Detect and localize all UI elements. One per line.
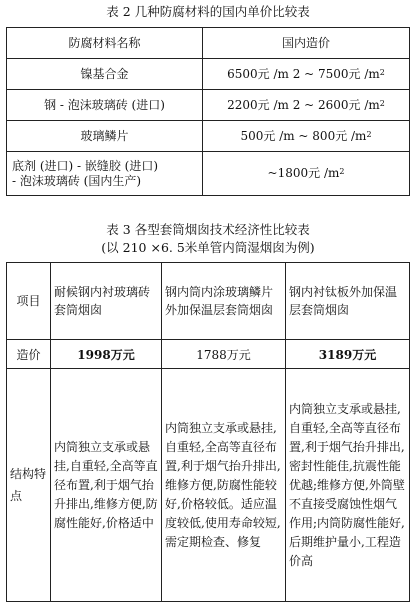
table-row: [7, 152, 410, 196]
feature-col1: 内筒独立支承或悬挂,自重轻,全高等直径布置,利于烟气抬升排出,维修方便,防腐性能好,价格适中: [51, 369, 162, 602]
material-name: 底剂 (进口) - 嵌缝胶 (进口) - 泡沫玻璃砖 (国内生产): [7, 152, 203, 196]
table-row: [7, 121, 410, 152]
table2-header-price: 国内造价: [203, 28, 410, 59]
price-col1: 1998万元: [51, 340, 162, 369]
material-name: 镍基合金: [7, 59, 203, 90]
table2-caption: 表 2 几种防腐材料的国内单价比较表: [106, 4, 310, 19]
material-name: 玻璃鳞片: [7, 121, 203, 152]
price-label: 造价: [7, 340, 51, 369]
material-price: 2200元 /m 2 ~ 2600元 $/m^2$: [203, 90, 410, 121]
table3-header-item: 项目: [7, 263, 51, 340]
material-price: 6500元 /m 2 ~ 7500元 $/m^2$: [203, 59, 410, 90]
table-row: [7, 369, 410, 602]
table3: [6, 262, 410, 602]
table-row: [7, 59, 410, 90]
material-price: ~1800元 $/m^2$: [203, 152, 410, 196]
material-price: 500元 /m ~ 800元 $/m^2$: [203, 121, 410, 152]
price-col2: 1788万元: [162, 340, 286, 369]
table3-header-col3: 钢内衬钛板外加保温层套筒烟囱: [286, 263, 410, 340]
table2: [6, 27, 410, 196]
table3-caption: 表 3 各型套筒烟囱技术经济性比较表: [106, 222, 310, 237]
table3-subcaption: (以 210 ×6. 5米单管内筒湿烟囱为例): [101, 240, 315, 255]
feature-label: 结构特点: [7, 369, 51, 602]
table-row: [7, 340, 410, 369]
price-col3: 3189万元: [286, 340, 410, 369]
table3-header-col1: 耐候钢内衬玻璃砖套筒烟囱: [51, 263, 162, 340]
table-row: [7, 90, 410, 121]
table-row: [7, 263, 410, 340]
material-name: 钢 - 泡沫玻璃砖 (进口): [7, 90, 203, 121]
feature-col2: 内筒独立支承或悬挂,自重轻,全高等直径布置,利于烟气抬升排出,维修方便,防腐性能较好,价格较低。适应温度较低,使用寿命较短,需定期检查、修复: [162, 369, 286, 602]
table2-header-name: 防腐材料名称: [7, 28, 203, 59]
table3-header-col2: 钢内筒内涂玻璃鳞片外加保温层套筒烟囱: [162, 263, 286, 340]
feature-col3: 内筒独立支承或悬挂,自重轻,全高等直径布置,利于烟气抬升排出,密封性能佳,抗震性能优越;维修方便,外筒壁不直接受腐蚀性烟气作用;内筒防腐性能好,后期维护量小,工程造价高: [286, 369, 410, 602]
